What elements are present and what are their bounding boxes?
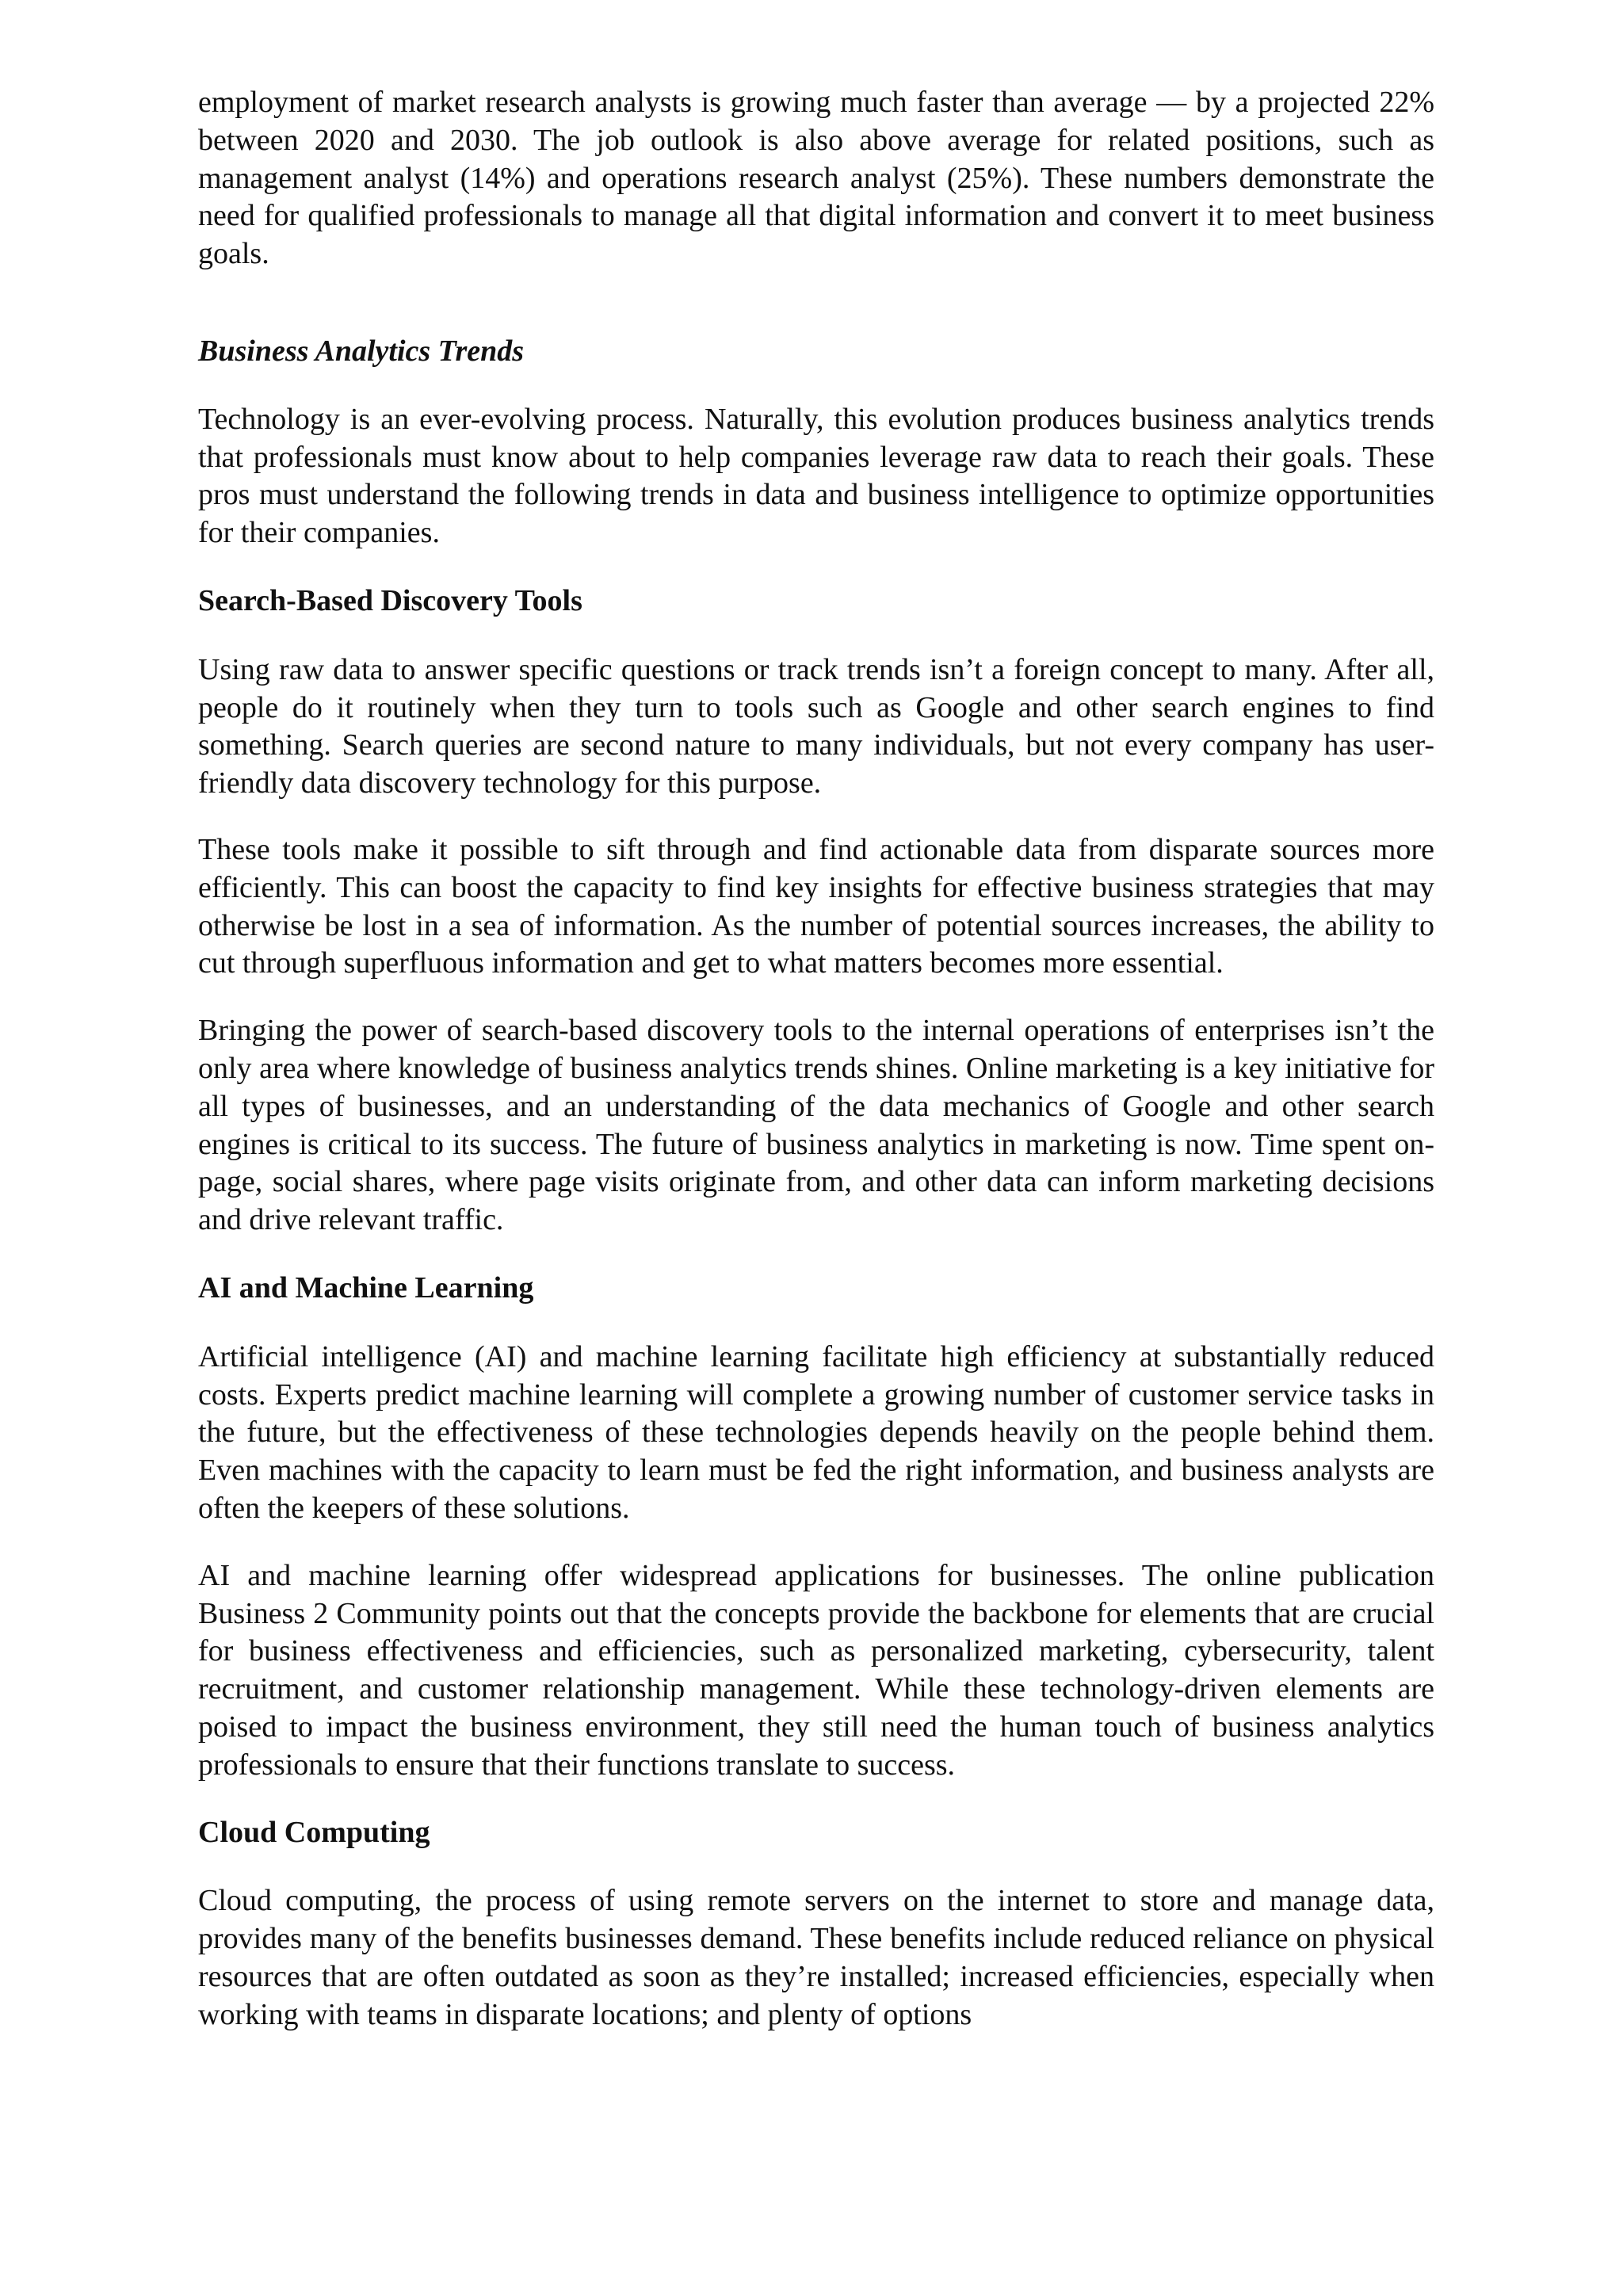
section-title-business-analytics-trends: Business Analytics Trends — [198, 334, 525, 368]
heading-cloud-computing: Cloud Computing — [198, 1816, 430, 1850]
search-tools-paragraph-2: These tools make it possible to sift through and find actionable data from disparate sources more efficiently. This can boost the capacity to find key insights for effective business strategies that may otherwise be lost in a sea of information. As the number of potential sources increases, the ability to cut through superfluous information and get to what matters becomes more essential. — [198, 832, 1434, 980]
heading-ai-and-machine-learning: AI and Machine Learning — [198, 1270, 534, 1305]
search-tools-paragraph-1: Using raw data to answer specific questions or track trends isn’t a foreign concept to many. After all, people do it routinely when they turn to tools such as Google and other search engines to find something. Search queries are second nature to many individuals, but not every company has user-friendly data discovery technology for this purpose. — [198, 652, 1434, 800]
ai-ml-paragraph-2: AI and machine learning offer widespread applications for businesses. The online publication Business 2 Community points out that the concepts provide the backbone for elements that are crucial for business effectiveness and efficiencies, such as personalized marketing, cybersecurity, talent recruitment, and customer relationship management. While these technology-driven elements are poised to impact the business environment, they still need the human touch of business analytics professionals to ensure that their functions translate to success. — [198, 1558, 1434, 1782]
intro-paragraph: employment of market research analysts is growing much faster than average — by a projected 22% between 2020 and 2030. The job outlook is also above average for related positions, such as management analyst (14%) and operations research analyst (25%). These numbers demonstrate the need for qualified professionals to manage all that digital information and convert it to meet business goals. — [198, 86, 1434, 271]
document-page — [198, 84, 1434, 2034]
ai-ml-paragraph-1: Artificial intelligence (AI) and machine learning facilitate high efficiency at substantially reduced costs. Experts predict machine learning will complete a growing number of customer service tasks in the future, but the effectiveness of these technologies depends heavily on the people behind them. Even machines with the capacity to learn must be fed the right information, and business analysts are often the keepers of these solutions. — [198, 1339, 1434, 1525]
section-intro-paragraph: Technology is an ever-evolving process. Naturally, this evolution produces business analytics trends that professionals must know about to help companies leverage raw data to reach their goals. These pros must understand the following trends in data and business intelligence to optimize opportunities for their companies. — [198, 402, 1434, 550]
search-tools-paragraph-3: Bringing the power of search-based discovery tools to the internal operations of enterprises isn’t the only area where knowledge of business analytics trends shines. Online marketing is a key initiative for all types of businesses, and an understanding of the data mechanics of Google and other search engines is critical to its success. The future of business analytics in marketing is now. Time spent on-page, social shares, where page visits originate from, and other data can inform marketing decisions and drive relevant traffic. — [198, 1014, 1434, 1237]
heading-search-based-discovery-tools: Search-Based Discovery Tools — [198, 583, 582, 617]
cloud-computing-paragraph-1: Cloud computing, the process of using remote servers on the internet to store and manage data, provides many of the benefits businesses demand. These benefits include reduced reliance on physical resources that are often outdated as soon as they’re installed; increased efficiencies, especially when working with teams in disparate locations; and plenty of options — [198, 1884, 1434, 2031]
